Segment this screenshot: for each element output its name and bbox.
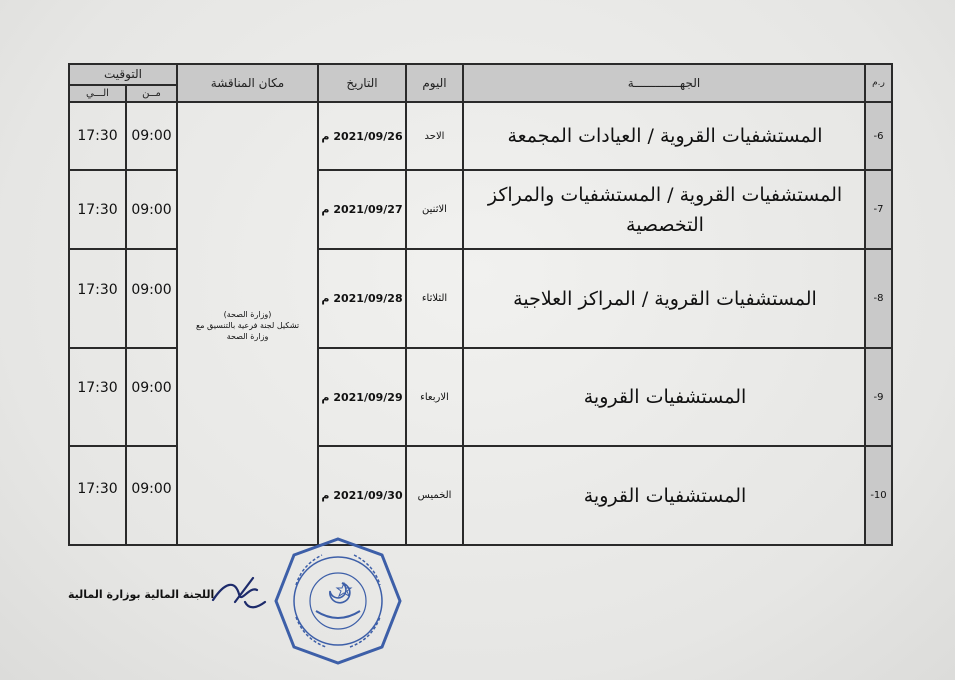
table-border-bottom [68,544,893,546]
official-stamp [272,535,404,667]
time-from: 09:00 [131,282,172,298]
date-value: 2021/09/30 م [321,489,403,502]
header-day: اليوم [422,75,447,90]
row-number: -8 [873,293,884,304]
header-entity: الجهـــــــــــــة [627,75,701,90]
row-number: -6 [873,130,884,142]
time-from: 09:00 [131,380,172,396]
row-number: -9 [873,391,884,403]
entity-name: المستشفيات القروية / المراكز العلاجية [513,287,817,310]
header-from: مــن [142,88,161,99]
row-number: -7 [873,204,884,215]
day-name: الخميس [417,490,452,501]
place-line-2: تشكيل لجنة فرعية بالتنسيق مع [195,320,300,330]
day-name: الاثنين [422,204,447,215]
header-number: ر.م [872,77,885,88]
entity-name: المستشفيات القروية / العيادات المجمعة [507,125,823,147]
date-value: 2021/09/28 م [321,292,403,305]
time-to: 17:30 [77,481,118,497]
entity-name: المستشفيات القروية / المستشفيات والمراكز التخصصية [487,183,843,236]
entity-name: المستشفيات القروية [583,386,747,408]
time-to: 17:30 [77,282,118,298]
time-from: 09:00 [131,481,172,497]
signature [205,572,275,617]
table-border-right [891,63,893,546]
time-from: 09:00 [131,128,172,144]
header-place: مكان المناقشة [210,75,285,90]
day-name: الثلاثاء [421,293,448,304]
row-number: -10 [870,490,887,501]
time-from: 09:00 [131,201,172,218]
date-value: 2021/09/27 م [321,203,403,216]
header-to: الـــي [86,88,109,99]
header-date: التاريخ [346,75,378,90]
committee-label: اللجنة المالية بوزارة المالية [68,588,215,601]
time-to: 17:30 [77,380,118,396]
time-to: 17:30 [77,128,118,144]
day-name: الاربعاء [420,391,449,403]
entity-name: المستشفيات القروية [583,484,747,507]
day-name: الاحد [424,130,445,142]
time-to: 17:30 [77,201,118,218]
column-divider [462,63,464,546]
date-value: 2021/09/29 م [321,390,403,404]
place-line-3: وزارة الصحة [226,331,269,341]
header-timing: التوقيت [104,67,142,81]
discussion-place [178,300,317,350]
date-value: 2021/09/26 م [321,129,403,143]
place-line-1: (وزارة الصحة) [223,309,272,319]
